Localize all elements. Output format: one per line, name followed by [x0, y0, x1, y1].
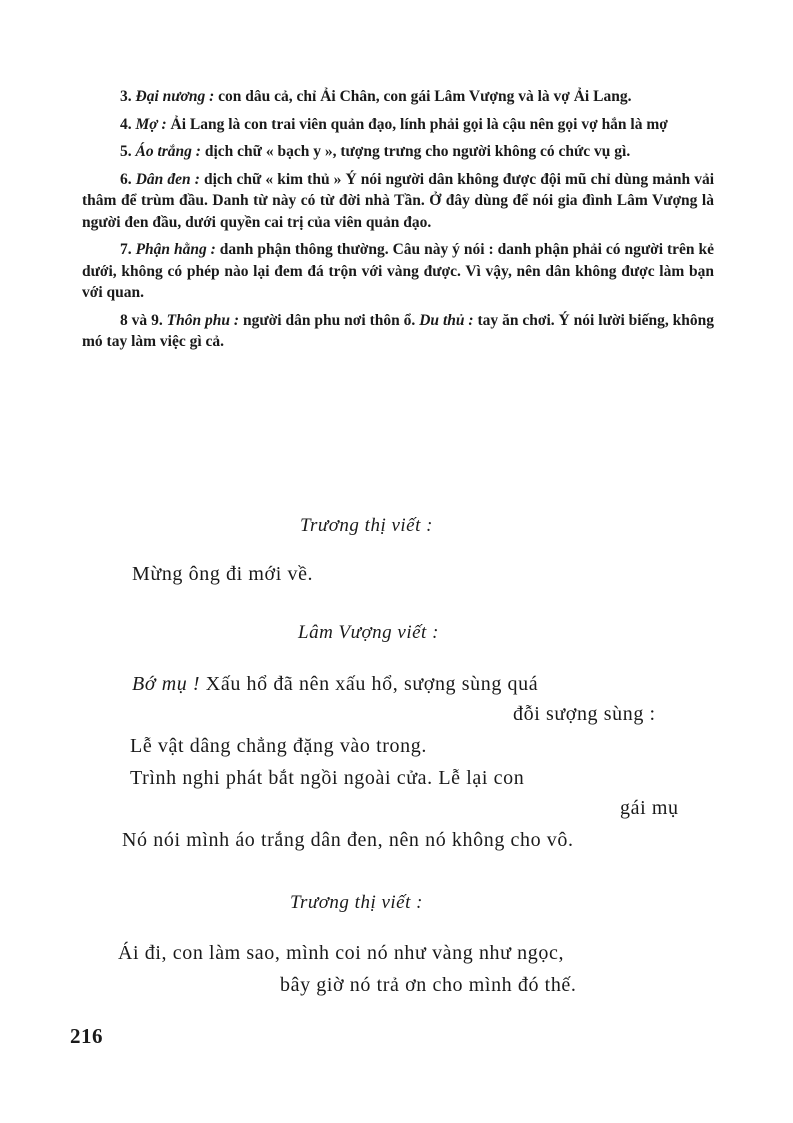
verse-line: Ái đi, con làm sao, mình coi nó như vàng như ngọc,	[118, 942, 565, 964]
verse-line: Lễ vật dâng chẳng đặng vào trong.	[130, 735, 427, 757]
verse-line: Nó nói mình áo trắng dân đen, nên nó không cho vô.	[122, 829, 574, 851]
verse-line-continuation: đỗi sượng sùng :	[513, 703, 656, 725]
footnote-text: con dâu cả, chỉ Ải Chân, con gái Lâm Vượng và là vợ Ải Lang.	[214, 88, 632, 105]
footnote-term: Áo trắng :	[135, 143, 201, 160]
footnote-text: Ải Lang là con trai viên quản đạo, lính phải gọi là cậu nên gọi vợ hắn là mợ	[166, 115, 668, 133]
speaker-heading-truong-thi: Trương thị viết :	[290, 892, 423, 913]
footnote-text-2: tay ăn chơi. Ý nói lười biếng, không mó tay làm việc gì cả.	[82, 311, 715, 350]
footnote-8-9	[82, 310, 714, 353]
speaker-heading-lam-vuong: Lâm Vượng viết :	[298, 622, 439, 643]
verse-line: Mừng ông đi mới về.	[132, 563, 314, 585]
footnote-number: 6.	[120, 170, 132, 188]
verse-line: Trình nghi phát bắt ngồi ngoài cửa. Lễ lại con	[130, 767, 525, 789]
footnote-5	[82, 141, 714, 163]
footnote-number: 3.	[120, 88, 132, 105]
footnote-number: 7.	[120, 241, 132, 258]
verse-text: Xấu hổ đã nên xấu hổ, sượng sùng quá	[200, 673, 539, 695]
footnote-number: 4.	[120, 115, 132, 133]
verse-line-continuation: gái mụ	[620, 797, 679, 819]
footnotes	[82, 86, 714, 359]
footnote-text: người dân phu nơi thôn ổ.	[239, 311, 416, 329]
footnote-term: Phận hằng :	[135, 241, 216, 258]
speaker-heading-truong-thi: Trương thị viết :	[300, 515, 433, 536]
verse-line	[132, 673, 538, 696]
footnote-7	[82, 239, 714, 304]
page-number: 216	[70, 1024, 103, 1048]
footnote-term: Thôn phu :	[166, 311, 240, 329]
verse-line-continuation: bây giờ nó trả ơn cho mình đó thế.	[280, 974, 577, 996]
footnote-number: 5.	[120, 143, 132, 160]
footnote-4	[82, 114, 714, 136]
footnote-term: Đại nương :	[135, 88, 215, 105]
footnote-3	[82, 86, 714, 108]
footnote-text: dịch chữ « kim thủ » Ý nói người dân không được đội mũ chỉ dùng mảnh vải thâm để trùm đầu. Danh từ này có từ đời nhà Tần. Ở đây dùng để nói gia đình Lâm Vượng là người đen đầu, dưới quyền cai trị của viên quản đạo.	[82, 170, 714, 231]
footnote-text: danh phận thông thường. Câu này ý nói : danh phận phải có người trên kẻ dưới, không có phép nào lại đem đá trộn với vàng được. Vì vậy, nên dân không được làm bạn với quan.	[82, 241, 714, 301]
footnote-term: Mợ :	[135, 115, 167, 133]
footnote-term: Dân đen :	[135, 170, 200, 188]
verse-exclamation: Bớ mụ !	[132, 673, 201, 695]
footnote-6	[82, 169, 714, 234]
footnote-number: 8 và 9.	[120, 311, 163, 329]
footnote-term-2: Du thủ :	[419, 311, 474, 329]
footnote-text: dịch chữ « bạch y », tượng trưng cho người không có chức vụ gì.	[200, 143, 631, 160]
